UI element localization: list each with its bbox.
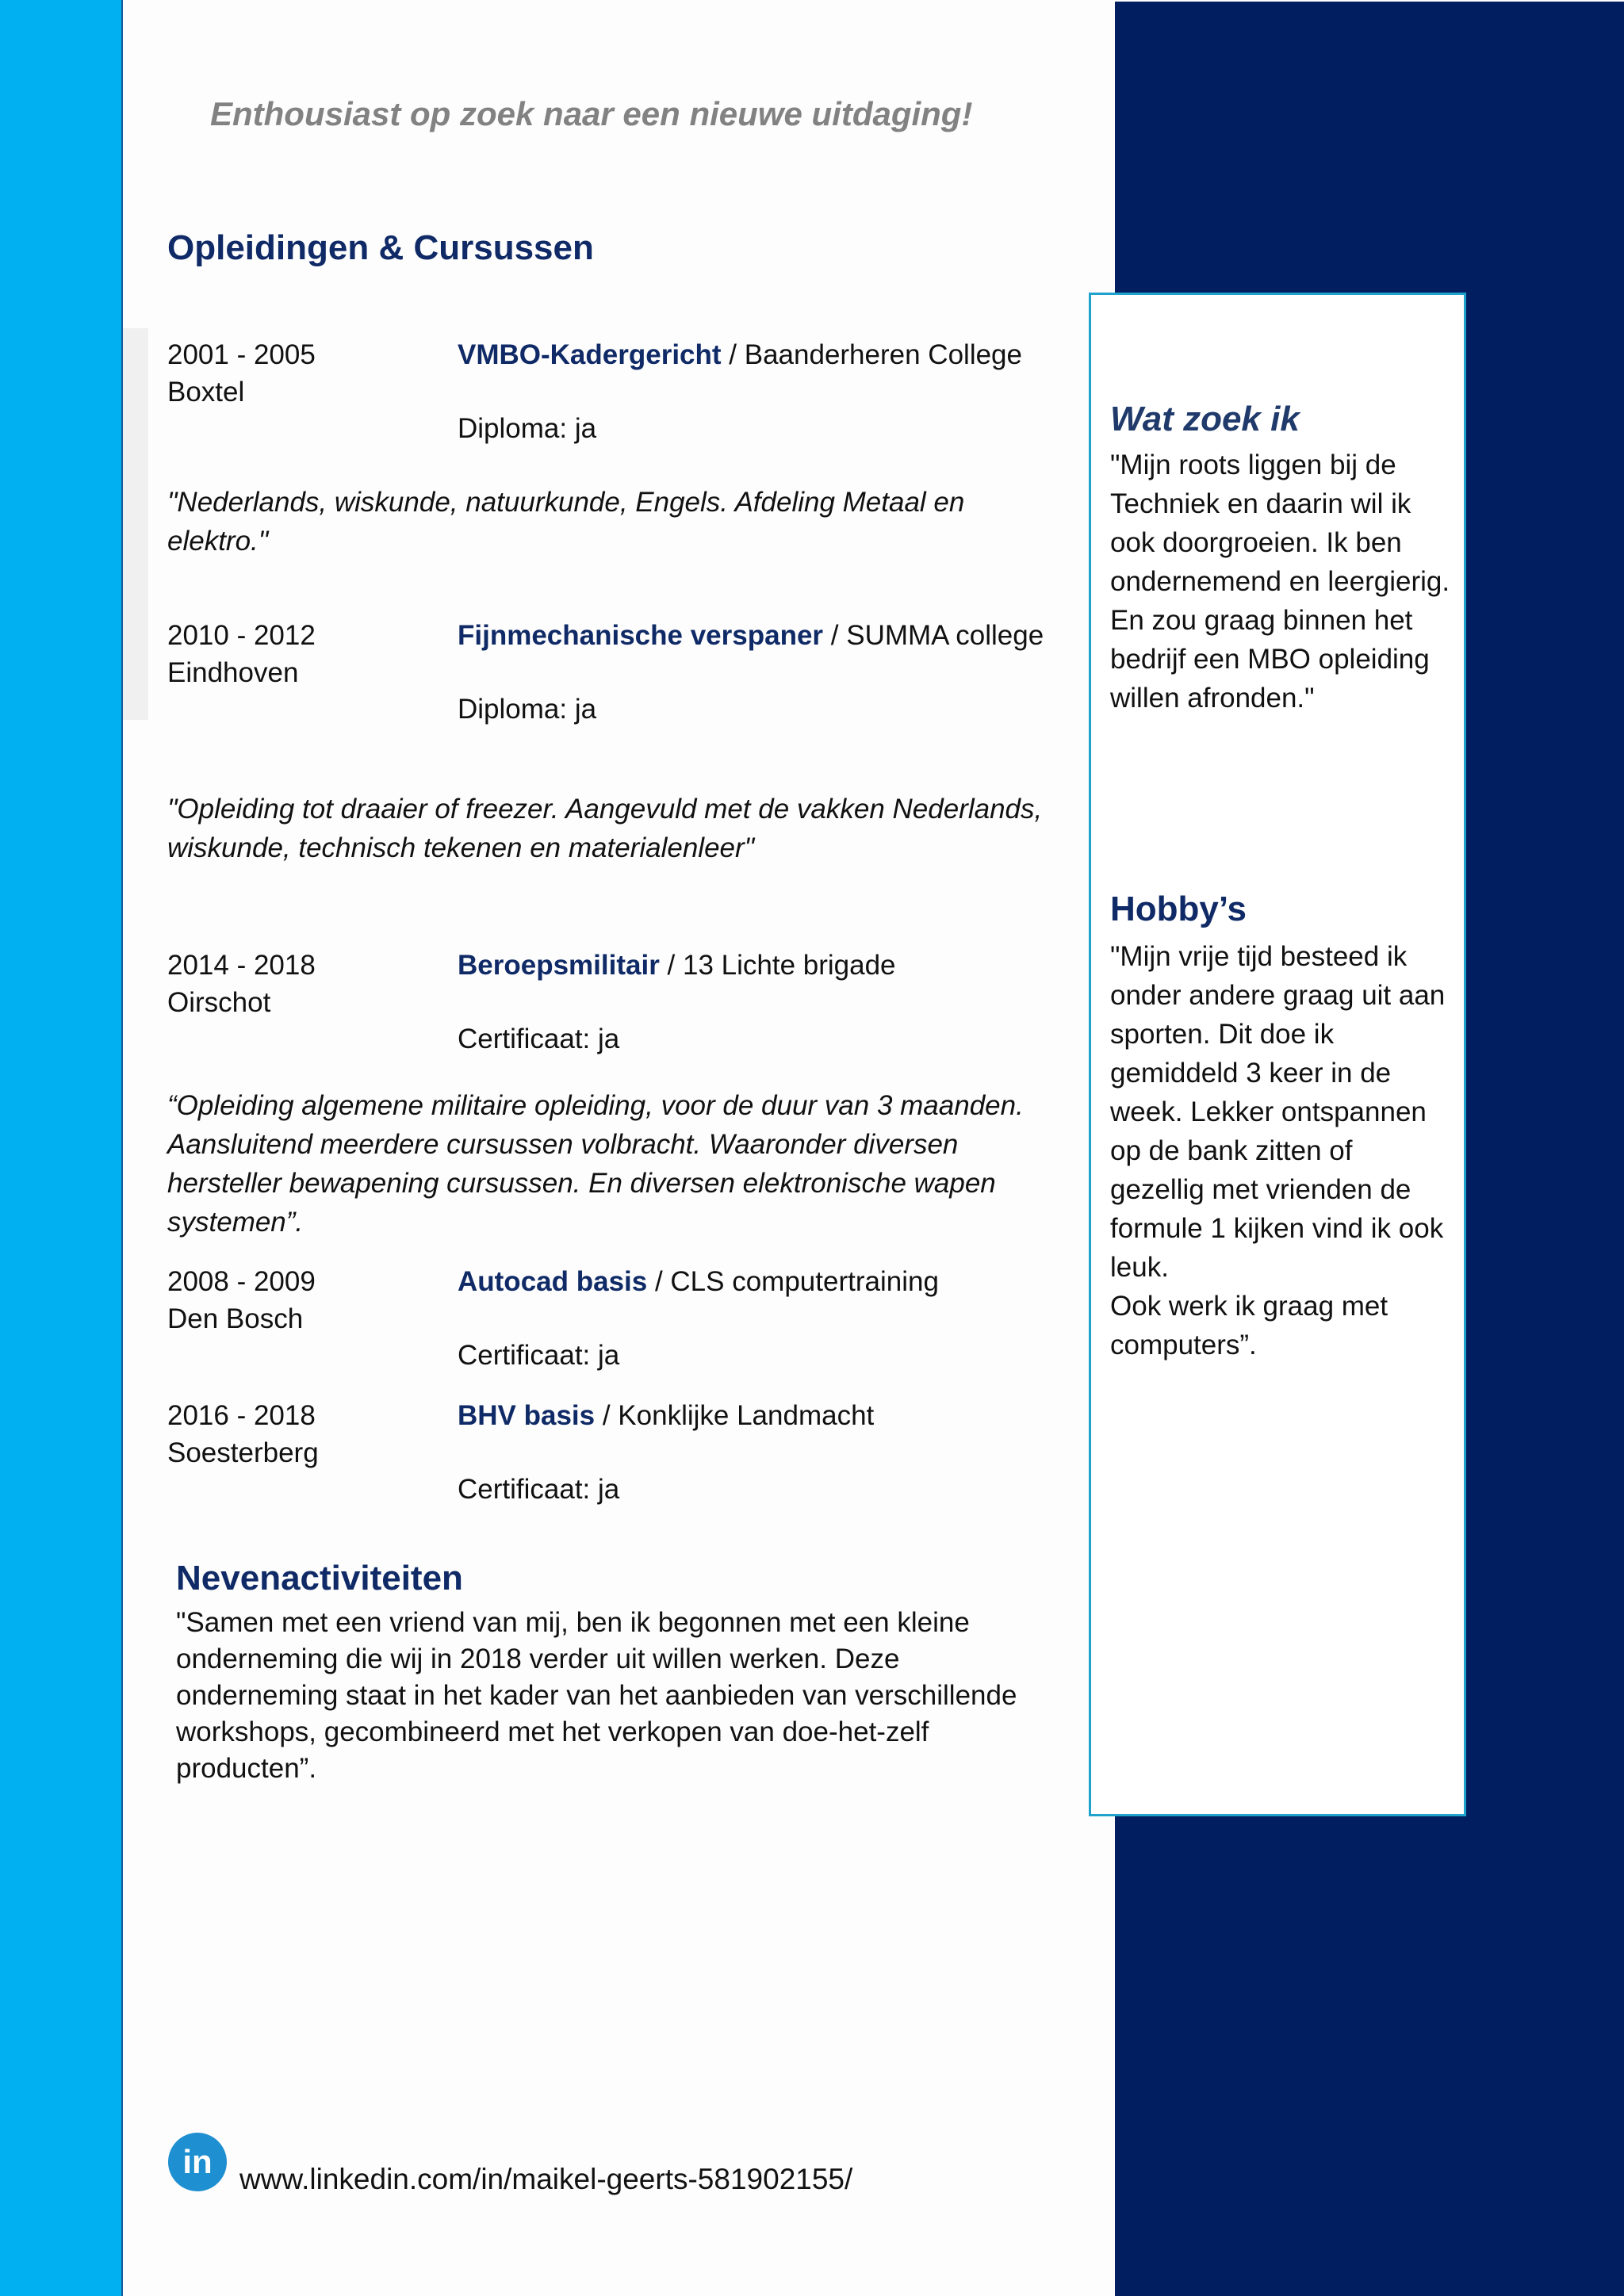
wat-zoek-ik-heading: Wat zoek ik bbox=[1110, 400, 1300, 438]
institution-name: / Baanderheren College bbox=[721, 339, 1022, 370]
nevenactiviteiten-heading: Nevenactiviteiten bbox=[176, 1559, 463, 1598]
linkedin-icon[interactable]: in bbox=[168, 2133, 227, 2191]
course-name: Autocad basis bbox=[458, 1266, 648, 1297]
entry-place: Soesterberg bbox=[167, 1437, 319, 1468]
hobbys-text-block bbox=[1110, 937, 1451, 1364]
faint-decorative-strip bbox=[123, 328, 148, 720]
hobbys-heading: Hobby’s bbox=[1110, 890, 1247, 928]
tagline: Enthousiast op zoek naar een nieuwe uitdaging! bbox=[210, 95, 973, 132]
entry-dates: 2016 - 2018 bbox=[167, 1400, 316, 1431]
entry-title bbox=[458, 1397, 874, 1434]
entry-title bbox=[458, 1263, 939, 1300]
entry-place: Eindhoven bbox=[167, 657, 299, 688]
entry-title bbox=[458, 336, 1022, 373]
education-heading: Opleidingen & Cursussen bbox=[167, 228, 594, 267]
entry-place: Oirschot bbox=[167, 987, 271, 1018]
nevenactiviteiten-text: "Samen met een vriend van mij, ben ik begonnen met een kleine onderneming die wij in 2018 verder uit willen werken. Deze onderneming staat in het kader van het aanbieden van verschillende workshops, gecombineerd met het verkopen van doe-het-zelf producten”. bbox=[176, 1607, 1017, 1784]
institution-name: / CLS computertraining bbox=[647, 1266, 939, 1297]
entry-status: Certificaat: ja bbox=[458, 1474, 620, 1505]
entry-dates: 2001 - 2005 bbox=[167, 339, 316, 370]
entry-status: Diploma: ja bbox=[458, 413, 597, 444]
entry-quote: "Opleiding tot draaier of freezer. Aangevuld met de vakken Nederlands, wiskunde, technisch tekenen en materialenleer" bbox=[167, 794, 1043, 863]
entry-place: Den Bosch bbox=[167, 1303, 304, 1334]
entry-status: Certificaat: ja bbox=[458, 1340, 620, 1371]
entry-dates: 2008 - 2009 bbox=[167, 1266, 316, 1297]
entry-status: Diploma: ja bbox=[458, 694, 597, 725]
course-name: VMBO-Kadergericht bbox=[458, 339, 722, 370]
hobbys-text: "Mijn vrije tijd besteed ik onder andere graag uit aan sporten. Dit doe ik gemiddeld 3 keer in de week. Lekker ontspannen op de bank zitten of gezellig met vrienden de formule 1 kijken vind ik ook leuk. bbox=[1110, 941, 1446, 1283]
institution-name: / Konklijke Landmacht bbox=[595, 1400, 875, 1431]
wat-zoek-ik-text: "Mijn roots liggen bij de Techniek en daarin wil ik ook doorgroeien. Ik ben ondernemend en leergierig. En zou graag binnen het bedrijf een MBO opleiding willen afronden." bbox=[1110, 450, 1450, 714]
institution-name: / 13 Lichte brigade bbox=[659, 950, 896, 981]
entry-title bbox=[458, 617, 1044, 654]
entry-quote: “Opleiding algemene militaire opleiding, voor de duur van 3 maanden. Aansluitend meerdere cursussen volbracht. Waaronder diversen hersteller bewapening cursussen. En diversen elektronische wapen systemen”. bbox=[167, 1090, 1024, 1238]
entry-dates: 2014 - 2018 bbox=[167, 950, 316, 981]
entry-title bbox=[458, 947, 896, 984]
entry-status: Certificaat: ja bbox=[458, 1024, 620, 1054]
course-name: Beroepsmilitair bbox=[458, 950, 660, 981]
course-name: BHV basis bbox=[458, 1400, 596, 1431]
institution-name: / SUMMA college bbox=[823, 620, 1044, 651]
course-name: Fijnmechanische verspaner bbox=[458, 620, 824, 651]
hobbys-text-2: Ook werk ik graag met computers”. bbox=[1110, 1291, 1388, 1360]
entry-dates: 2010 - 2012 bbox=[167, 620, 316, 651]
linkedin-url-link[interactable]: www.linkedin.com/in/maikel-geerts-581902155/ bbox=[239, 2163, 853, 2195]
entry-place: Boxtel bbox=[167, 377, 245, 408]
entry-quote: "Nederlands, wiskunde, natuurkunde, Engels. Afdeling Metaal en elektro." bbox=[167, 487, 965, 557]
left-accent-bar bbox=[0, 0, 123, 2296]
